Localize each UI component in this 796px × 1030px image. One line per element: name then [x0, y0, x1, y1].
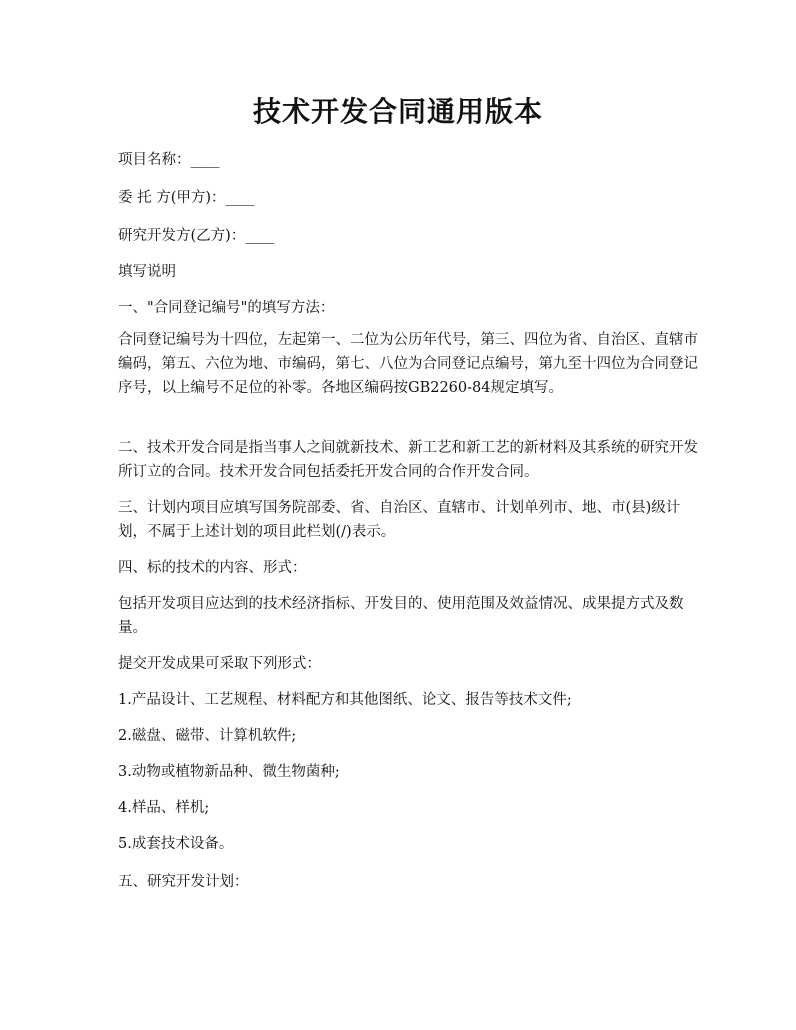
deliverable-item: 5.成套技术设备。	[118, 836, 234, 852]
developer-field: 研究开发方(乙方)：____	[118, 228, 275, 244]
section4-heading: 四、标的技术的内容、形式：	[118, 560, 307, 576]
deliverables-heading: 提交开发成果可采取下列形式：	[118, 656, 321, 672]
section2-paragraph: 二、技术开发合同是指当事人之间就新技术、新工艺和新工艺的新材料及其系统的研究开发所订立的合同。技术开发合同包括委托开发合同的合作开发合同。	[118, 440, 698, 480]
deliverable-item: 4.样品、样机;	[118, 800, 210, 816]
section1-paragraph: 合同登记编号为十四位，左起第一、二位为公历年代号，第三、四位为省、自治区、直辖市编码，第五、六位为地、市编码，第七、八位为合同登记点编号，第九至十四位为合同登记序号，以上编号不足位的补零。各地区编码按GB2260-84规定填写。	[118, 332, 698, 396]
instructions-heading: 填写说明	[118, 264, 176, 280]
deliverable-item: 1.产品设计、工艺规程、材料配方和其他图纸、论文、报告等技术文件;	[118, 692, 572, 708]
deliverable-item: 3.动物或植物新品种、微生物菌种;	[118, 764, 340, 780]
section4-paragraph: 包括开发项目应达到的技术经济指标、开发目的、使用范围及效益情况、成果提方式及数量。	[118, 596, 684, 636]
section5-heading: 五、研究开发计划：	[118, 874, 249, 890]
project-name-field: 项目名称：____	[118, 152, 220, 168]
document-title: 技术开发合同通用版本	[252, 95, 543, 128]
deliverable-item: 2.磁盘、磁带、计算机软件;	[118, 728, 297, 744]
section3-paragraph: 三、计划内项目应填写国务院部委、省、自治区、直辖市、计划单列市、地、市(县)级计划，不属于上述计划的项目此栏划(/)表示。	[118, 500, 681, 540]
section1-heading: 一、"合同登记编号"的填写方法：	[118, 300, 335, 316]
client-field: 委 托 方(甲方)：____	[118, 190, 255, 206]
